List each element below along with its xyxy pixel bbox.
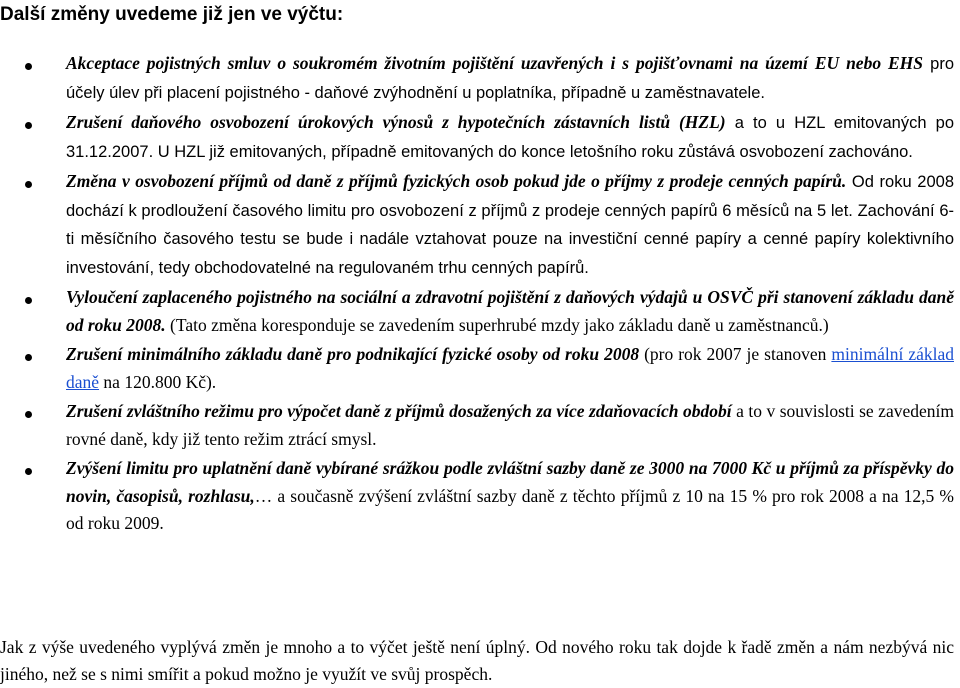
minimum-tax-base-link[interactable]: minimální základ daně — [66, 344, 954, 392]
list-item — [0, 398, 960, 453]
bullet-icon — [25, 354, 32, 361]
item-body: pro účely úlev při placení pojistného - daňové zvýhodnění u poplatníka, případně u zaměstnavatele. — [66, 55, 954, 102]
item-emphasis: Zvýšení limitu pro uplatnění daně vybírané srážkou podle zvláštní sazby daně ze 3000 na 7000 Kč u příjmů za příspěvky do novin, časopisů, rozhlasu, — [66, 458, 954, 506]
list-item — [0, 284, 960, 339]
item-emphasis: Zrušení zvláštního režimu pro výpočet daně z příjmů dosažených za více zdaňovacích období — [66, 401, 732, 421]
bullet-icon — [25, 122, 32, 129]
bullet-icon — [25, 181, 32, 188]
item-body: Od roku 2008 dochází k prodloužení časového limitu pro osvobození z příjmů z prodeje cenných papírů 6 měsíců na 5 let. Zachování 6-ti měsíčního časového testu se bude i nadále vztahovat pouze na investiční cenné papíry a cenné papíry kolektivního investování, tedy obchodovatelné na regulovaném trhu cenných papírů. — [66, 173, 954, 277]
list-item — [0, 50, 960, 107]
list-item — [0, 341, 960, 396]
item-body-end: na 120.800 Kč). — [99, 371, 217, 392]
item-body: a to v souvislosti se zavedením rovné daně, kdy již tento režim ztrácí smysl. — [66, 401, 954, 449]
list-item-text — [66, 168, 954, 282]
bullet-icon — [25, 63, 32, 70]
list-item-text — [66, 109, 954, 166]
bullet-icon — [25, 297, 32, 304]
item-body: … a současně zvýšení zvláštní sazby daně z těchto příjmů z 10 na 15 % pro rok 2008 a na 12,5 % od roku 2009. — [66, 485, 954, 533]
item-emphasis: Zrušení minimálního základu daně pro podnikající fyzické osoby od roku 2008 — [66, 344, 640, 364]
list-item — [0, 455, 960, 538]
bullet-icon — [25, 411, 32, 418]
list-item-text — [66, 455, 954, 538]
item-emphasis: Zrušení daňového osvobození úrokových výnosů z hypotečních zástavních listů (HZL) — [66, 112, 726, 132]
list-item-text — [66, 284, 954, 339]
list-item — [0, 109, 960, 166]
list-item-text — [66, 398, 954, 453]
list-item-text — [66, 341, 954, 396]
item-body: (Tato změna koresponduje se zavedením superhrubé mzdy jako základu daně u zaměstnanců.) — [165, 314, 829, 335]
closing-paragraph: Jak z výše uvedeného vyplývá změn je mnoho a to výčet ještě není úplný. Od nového roku tak dojde k řadě změn a nám nezbývá nic jiného, než se s nimi smířit a pokud možno je využít ve svůj prospěch. — [0, 637, 954, 684]
bullet-icon — [25, 468, 32, 475]
section-heading: Další změny uvedeme již jen ve výčtu: — [0, 4, 344, 25]
list-item — [0, 168, 960, 282]
item-emphasis: Změna v osvobození příjmů od daně z příjmů fyzických osob pokud jde o příjmy z prodeje cenných papírů. — [66, 171, 847, 191]
list-item-text — [66, 50, 954, 107]
item-body: a to u HZL emitovaných po 31.12.2007. U HZL již emitovaných, případně emitovaných do konce letošního roku zůstává osvobození zachováno. — [66, 114, 954, 161]
item-body: (pro rok 2007 je stanoven — [639, 344, 832, 364]
item-emphasis: Akceptace pojistných smluv o soukromém životním pojištění uzavřených i s pojišťovnami na území EU nebo EHS — [66, 53, 924, 73]
item-emphasis: Vyloučení zaplaceného pojistného na sociální a zdravotní pojištění z daňových výdajů u OSVČ při stanovení základu daně od roku 2008. — [66, 287, 954, 335]
changes-list — [0, 50, 960, 540]
